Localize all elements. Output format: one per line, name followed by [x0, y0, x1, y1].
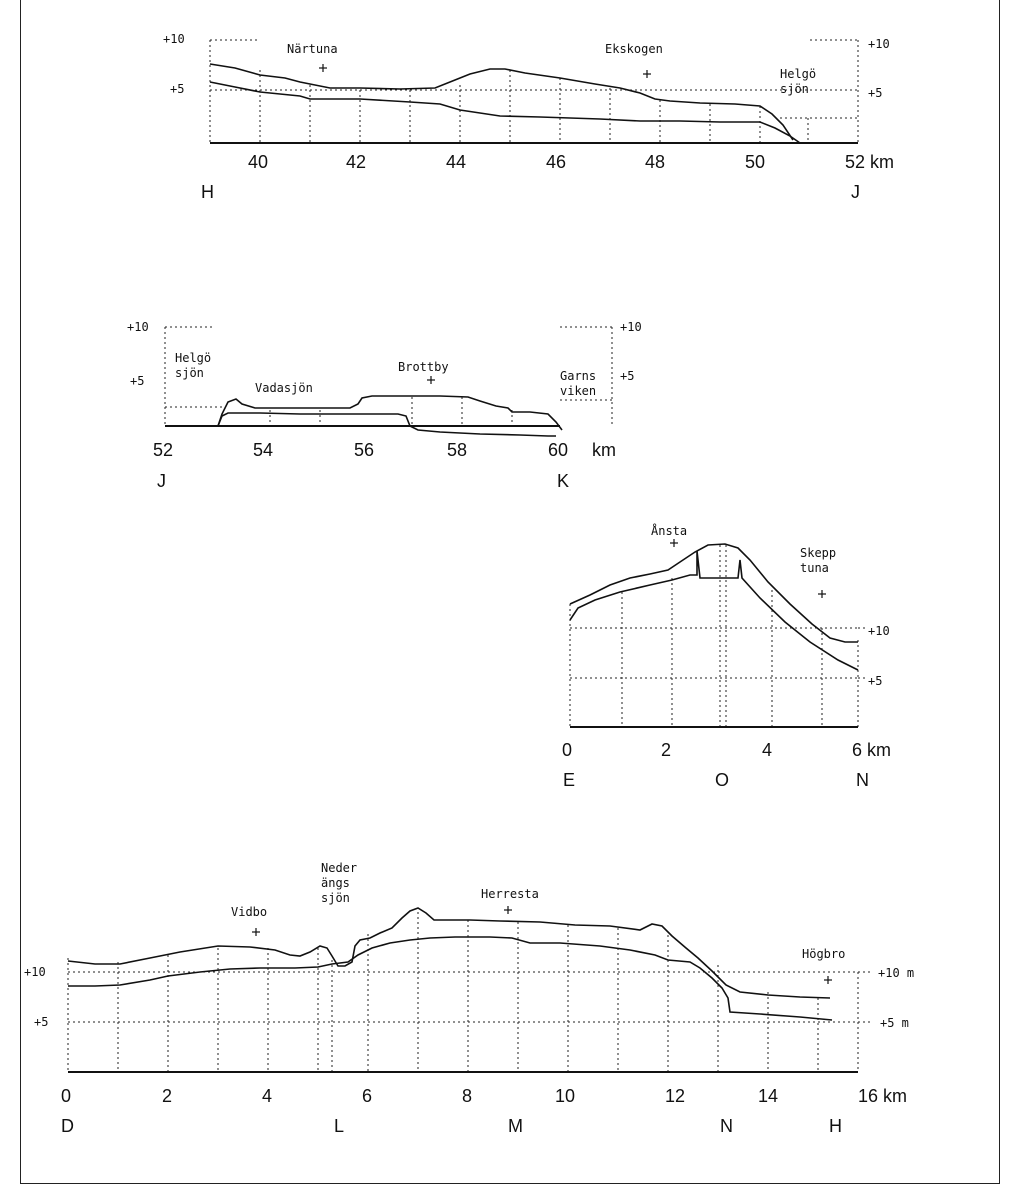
profile-e-o-n-elev-right-10: +10 [868, 624, 890, 638]
place-label-ansta: Ånsta [651, 524, 688, 538]
profile-h-j-elev-left-10: +10 [163, 32, 185, 46]
profile-e-o-n-tick-2: 2 [661, 740, 672, 760]
profile-d-h-tick-12: 12 [665, 1086, 686, 1106]
profile-d-h-letter-d: D [61, 1116, 74, 1136]
profile-h-j [163, 32, 894, 202]
profile-d-h-letter-n: N [720, 1116, 733, 1136]
profile-d-h-elev-left-5: +5 [34, 1015, 49, 1029]
place-label-nartuna: Närtuna [287, 42, 338, 56]
profile-e-o-n-letter-n: N [856, 770, 869, 790]
profile-d-h-letter-h: H [829, 1116, 842, 1136]
profile-d-h-tick-8: 8 [462, 1086, 473, 1106]
profile-d-h-tick-10: 10 [555, 1086, 576, 1106]
profile-d-h-elev-right-10-m: +10 m [878, 966, 915, 980]
profile-h-j-tick-48: 48 [645, 152, 666, 172]
profile-j-k-elev-left-5: +5 [130, 374, 145, 388]
profile-j-k-tick-56: 56 [354, 440, 375, 460]
profile-e-o-n-tick-4: 4 [762, 740, 773, 760]
profile-d-h-letter-m: M [508, 1116, 523, 1136]
profile-e-o-n-letter-e: E [563, 770, 576, 790]
profile-j-k [127, 320, 642, 491]
profile-e-o-n-tick-0: 0 [562, 740, 573, 760]
profile-h-j-letter-j: J [851, 182, 860, 202]
profile-h-j-tick-44: 44 [446, 152, 467, 172]
profile-d-h [24, 861, 914, 1136]
place-label-helgo-sjon-1: Helgö sjön [780, 67, 817, 96]
place-label-garns-viken: Garns viken [560, 369, 597, 398]
profile-d-h-lower-line [68, 937, 832, 1020]
profile-d-h-tick-14: 14 [758, 1086, 779, 1106]
profile-h-j-letter-h: H [201, 182, 214, 202]
place-label-ekskogen: Ekskogen [605, 42, 663, 56]
place-label-nederangs-sjon: Neder ängs sjön [321, 861, 358, 905]
place-label-hogbro: Högbro [802, 947, 846, 961]
profile-d-h-tick-0: 0 [61, 1086, 72, 1106]
profile-j-k-tick-km: km [592, 440, 616, 460]
profile-d-h-tick-6: 6 [362, 1086, 373, 1106]
profile-j-k-letter-j: J [157, 471, 166, 491]
profile-d-h-elev-right-5-m: +5 m [880, 1016, 909, 1030]
profile-h-j-tick-46: 46 [546, 152, 567, 172]
profile-d-h-tick-2: 2 [162, 1086, 173, 1106]
profile-j-k-lower-line [218, 413, 556, 436]
profile-d-h-tick-4: 4 [262, 1086, 273, 1106]
profile-h-j-tick-50: 50 [745, 152, 766, 172]
profile-e-o-n-elev-right-5: +5 [868, 674, 883, 688]
profile-j-k-elev-right-10: +10 [620, 320, 642, 334]
profile-h-j-lower-line [210, 82, 800, 143]
profile-h-j-elev-right-10: +10 [868, 37, 890, 51]
profile-h-j-elev-left-5: +5 [170, 82, 185, 96]
profile-d-h-tick-16-km: 16 km [858, 1086, 908, 1106]
profile-j-k-tick-60: 60 [548, 440, 569, 460]
place-label-vidbo: Vidbo [231, 905, 268, 919]
place-label-herresta: Herresta [481, 887, 539, 901]
profile-j-k-tick-54: 54 [253, 440, 274, 460]
profile-h-j-tick-42: 42 [346, 152, 367, 172]
place-label-helgo-sjon-2: Helgö sjön [175, 351, 212, 380]
profile-h-j-tick-52-km: 52 km [845, 152, 895, 172]
profile-j-k-elev-left-10: +10 [127, 320, 149, 334]
place-label-vadasjon: Vadasjön [255, 381, 313, 395]
profile-j-k-tick-52: 52 [153, 440, 174, 460]
profile-h-j-tick-40: 40 [248, 152, 269, 172]
profile-d-h-grid [68, 912, 872, 1072]
profile-d-h-elev-left-10: +10 [24, 965, 46, 979]
profile-d-h-letter-l: L [334, 1116, 345, 1136]
profile-j-k-elev-right-5: +5 [620, 369, 635, 383]
profile-j-k-grid [165, 327, 612, 426]
place-label-skepp-tuna: Skepp tuna [800, 546, 837, 575]
profile-h-j-elev-right-5: +5 [868, 86, 883, 100]
profile-d-h-upper-line [68, 908, 830, 998]
profile-e-o-n-letter-o: O [715, 770, 730, 790]
place-label-brottby: Brottby [398, 360, 449, 374]
profile-h-j-upper-line [210, 64, 793, 140]
profile-j-k-tick-58: 58 [447, 440, 468, 460]
profile-e-o-n [562, 523, 891, 790]
profile-e-o-n-tick-6-km: 6 km [852, 740, 892, 760]
profile-j-k-letter-k: K [557, 471, 570, 491]
